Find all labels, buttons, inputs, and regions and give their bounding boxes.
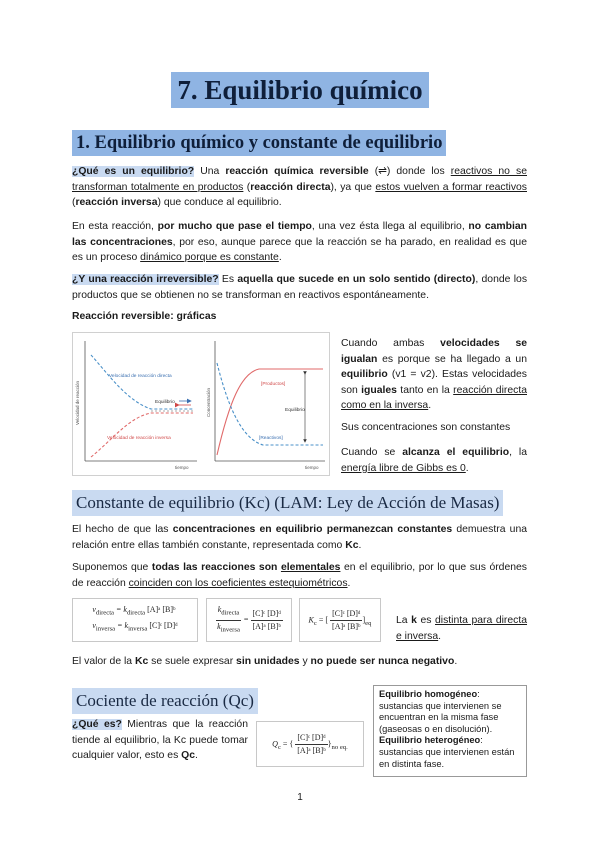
text: El valor de la <box>72 656 135 667</box>
kc-formula-text: $K_c$ = [ $\frac{\text{[C]ᶜ [D]ᵈ}}{\text{[A]ᵃ [B]ᵇ}}$ ]$_{eq}$ <box>308 608 372 631</box>
underlined-text: estos vuelven a formar reactivos <box>375 181 527 193</box>
paragraph-kc-value <box>72 654 527 670</box>
text: , la <box>509 447 527 458</box>
denominator: [A]ᵃ [B]ᵇ <box>332 621 361 631</box>
underlined-text: coinciden con los coeficientes estequiométricos <box>128 577 348 589</box>
subscript: directa <box>126 610 146 617</box>
graphs-svg <box>73 333 331 477</box>
bold-text: no cambian las concentraciones <box>72 221 527 248</box>
kc-fraction <box>330 608 362 633</box>
k-symbol: = k <box>115 621 129 630</box>
text: tanto en la <box>396 384 454 396</box>
bold-text: por mucho que pase el tiempo <box>157 221 312 232</box>
graphs-heading: Reacción reversible: gráficas <box>72 311 217 322</box>
concentration-fraction <box>250 608 282 633</box>
text: Cuando ambas <box>341 338 441 349</box>
bold-text: Kc <box>345 539 359 551</box>
text: Cuando se <box>341 447 403 458</box>
kc-formula <box>299 598 381 642</box>
bold-text: Kc <box>134 656 149 667</box>
bold-text: reacción química reversible <box>225 166 369 177</box>
text: en el equilibrio, por lo que sus órdenes de reacción <box>72 562 527 589</box>
text: (v1 = v2). Estas velocidades son <box>341 369 527 396</box>
section2-heading: Constante de equilibrio (Kc) (LAM: Ley de Acción de Masas) <box>72 490 503 516</box>
equilibrium-label-left: Equilibrio <box>155 400 175 405</box>
bold-text: concentraciones en equilibrio permanezcan constantes <box>172 524 453 535</box>
text: La <box>396 615 412 626</box>
section1-heading: 1. Equilibrio químico y constante de equilibrio <box>72 130 446 156</box>
direct-rate-curve <box>91 355 193 409</box>
subscript: directa <box>95 610 115 617</box>
text: . <box>438 630 442 642</box>
k-symbol: = k <box>114 605 127 615</box>
text: Es <box>218 274 238 285</box>
reactants-label: [Reactivos] <box>259 436 283 441</box>
underlined-text: distinta para directa e inversa <box>396 615 528 642</box>
k-denominator <box>215 621 242 637</box>
text: demuestra una relación entre ellas también constante, representada como <box>72 524 527 551</box>
bold-text: velocidades se igualan <box>341 338 528 365</box>
text: : sustancias que intervienen están en distinta fase. <box>379 735 515 769</box>
question-highlight: ¿Qué es? <box>72 719 122 730</box>
reactants-curve <box>217 363 323 445</box>
subscript: inversa <box>128 625 148 633</box>
right-y-label: Concentración <box>206 387 211 417</box>
text: El hecho de que las <box>72 524 173 535</box>
text: . <box>347 577 351 589</box>
question-highlight: ¿Qué es un equilibrio? <box>72 166 195 177</box>
text: En esta reacción, <box>72 221 158 232</box>
inverse-rate-curve <box>91 413 193 457</box>
left-x-label: tiempo <box>175 465 189 470</box>
subscript: inversa <box>95 625 116 633</box>
k-symbol: k <box>217 621 221 631</box>
title-wrap <box>0 72 600 108</box>
bold-text: reacción inversa <box>75 197 158 208</box>
text: : sustancias que intervienen se encuentran en la misma fase (gaseosas o en disolución). <box>379 689 502 734</box>
v-symbol: v <box>92 621 96 630</box>
products-label: [Productos] <box>261 382 286 387</box>
subscript: c <box>313 619 317 627</box>
denominator: [A]ᵃ [B]ᵇ <box>297 745 326 755</box>
paragraph-elementary-reactions <box>72 560 527 591</box>
qc-formula-text: $Q_c$ = { $\frac{\text{[C]ᶜ [D]ᵈ}}{\text{[A]ᵃ [B]ᵇ}}$ }$_{no eq.}$ <box>272 732 348 755</box>
bold-text: aquella que sucede en un solo sentido (directo) <box>237 274 476 285</box>
bold-text: Equilibrio heterogéneo <box>379 735 481 746</box>
k-ratio-formula <box>206 598 292 642</box>
rate-equations-formula <box>72 598 198 642</box>
bold-text: Qc <box>181 750 196 761</box>
right-x-label: tiempo <box>305 465 319 470</box>
text: . <box>278 252 282 263</box>
bold-text: todas las reacciones son <box>151 562 281 573</box>
direct-rate-equation <box>92 604 177 620</box>
kc-symbol: K <box>308 614 314 624</box>
text: , una vez ésta llega al equilibrio, <box>311 221 469 232</box>
paragraph-what-is-equilibrium <box>72 164 527 211</box>
k-fraction <box>215 604 242 636</box>
text: . <box>465 462 469 474</box>
bold-text: Equilibrio homogéneo <box>379 689 478 699</box>
underlined-text: energía libre de Gibbs es 0 <box>341 462 466 474</box>
k-ratio-text: $\frac{k_{directa}}{k_{inversa}}$ = $\frac{\text{[C]ᶜ [D]ᵈ}}{\text{[A]ᵃ [B]ᵇ}}$ <box>215 604 283 636</box>
qc-fraction <box>295 732 327 757</box>
paragraph-irreversible <box>72 272 527 303</box>
text: , por eso, aunque parece que la reacción se ha parado, en realidad es que es un proceso <box>72 236 527 263</box>
paragraph-dynamic-process <box>72 219 527 266</box>
underlined-text: reactivos no se transforman totalmente en productos <box>72 166 527 193</box>
subscript: eq <box>365 619 372 627</box>
text: es porque se ha llegado a un <box>377 353 527 365</box>
inverse-rate-equation <box>92 620 177 636</box>
text: . <box>428 400 432 411</box>
bold-text: reacción directa <box>250 181 331 193</box>
numerator: [C]ᶜ [D]ᵈ <box>330 608 362 621</box>
side-text-velocities <box>341 336 527 414</box>
bold-text: no puede ser nunca negativo <box>310 656 455 667</box>
text: ( <box>72 197 76 208</box>
subscript: directa <box>221 609 240 617</box>
k-numerator <box>216 604 242 621</box>
underlined-text: reacción directa como en la inversa <box>341 384 527 411</box>
equilibrium-label-right: Equilibrio <box>285 408 305 413</box>
side-text-k-distinct <box>396 613 527 644</box>
bold-text: equilibrio <box>341 369 388 380</box>
side-text-gibbs <box>341 445 527 476</box>
subscript: inversa <box>220 626 240 634</box>
numerator: [C]ᶜ [D]ᵈ <box>251 608 283 621</box>
text: ) que conduce al equilibrio. <box>157 197 282 208</box>
page-title: 7. Equilibrio químico <box>171 72 428 108</box>
text: . <box>454 656 458 667</box>
left-y-label: Velocidad de reacción <box>75 380 80 425</box>
text: , donde los productos que se obtienen no se transforman en reactivos espontáneamente. <box>72 274 528 301</box>
qc-formula <box>256 721 364 767</box>
question-highlight: ¿Y una reacción irreversible? <box>72 274 219 285</box>
text: es <box>416 615 435 626</box>
text: se suele expresar <box>148 656 237 667</box>
underlined-text: dinámico porque es constante <box>140 252 279 263</box>
homogeneous-equilibrium <box>379 689 521 735</box>
text: y <box>299 656 311 667</box>
bold-underlined-text: elementales <box>280 562 341 573</box>
denominator: [A]ᵃ [B]ᵇ <box>252 621 281 631</box>
bold-text: alcanza el equilibrio <box>402 447 510 458</box>
text: (⇌) donde los <box>368 166 451 177</box>
text: Suponemos que <box>72 562 152 573</box>
section3-heading: Cociente de reacción (Qc) <box>72 688 258 714</box>
text: Una <box>194 166 226 177</box>
side-text-concentrations: Sus concentraciones son constantes <box>341 422 511 433</box>
text: . <box>358 539 362 551</box>
direct-rate-label: Velocidad de reacción directa <box>109 374 172 379</box>
text: . <box>195 750 198 761</box>
bold-text: iguales <box>361 384 397 396</box>
concentrations: [A]ᵃ [B]ᵇ <box>145 605 176 615</box>
qc-symbol: Q <box>272 738 278 748</box>
numerator: [C]ᶜ [D]ᵈ <box>295 732 327 745</box>
bold-text: sin unidades <box>236 656 300 667</box>
text: ( <box>243 181 251 193</box>
subscript: c <box>277 743 281 751</box>
concentrations: [C]ᶜ [D]ᵈ <box>147 621 178 630</box>
text: ), ya que <box>330 181 376 193</box>
subscript: no eq. <box>331 743 348 751</box>
k-symbol: k <box>217 604 222 614</box>
page-number: 1 <box>297 792 303 803</box>
equilibrium-types-box <box>373 685 527 777</box>
heterogeneous-equilibrium <box>379 735 521 770</box>
reversible-reaction-graphs <box>72 332 330 476</box>
rate-equations-text <box>92 604 177 635</box>
paragraph-qc <box>72 717 248 764</box>
inverse-rate-label: Velocidad de reacción inversa <box>107 436 171 441</box>
v-symbol: v <box>92 605 96 615</box>
bold-text: k <box>411 615 417 626</box>
paragraph-kc-definition <box>72 522 527 553</box>
text: Mientras que la reacción tiende al equilibrio, la Kc puede tomar cualquier valor, esto es <box>72 719 248 761</box>
